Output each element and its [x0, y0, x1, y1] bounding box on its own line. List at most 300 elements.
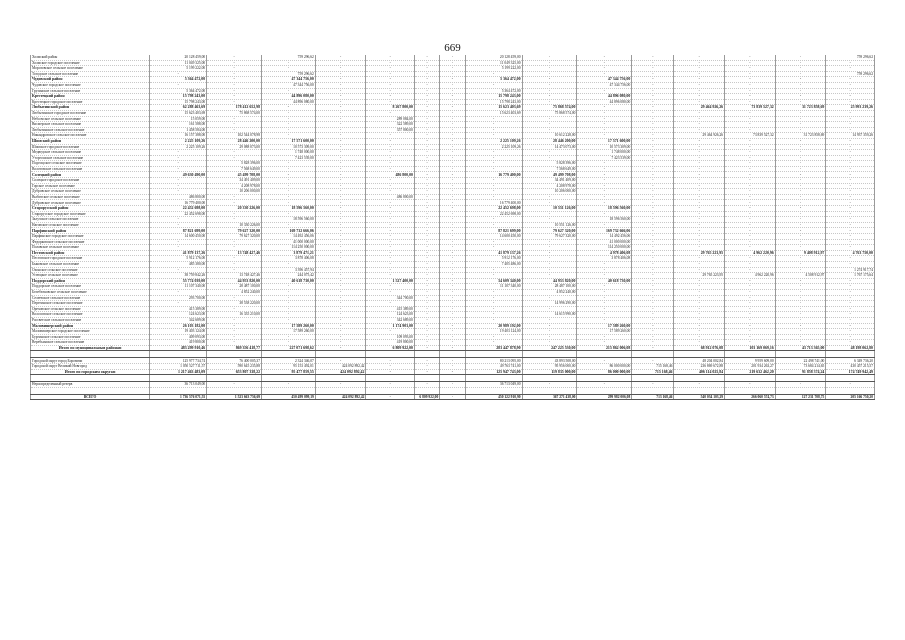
value-cell: -: [150, 161, 207, 167]
value-cell: -: [775, 312, 826, 318]
value-cell: -: [674, 228, 725, 234]
value-cell: 29 765 223,95: [674, 273, 725, 279]
value-cell: -: [775, 166, 826, 172]
value-cell: [725, 351, 776, 358]
value-cell: -: [366, 133, 415, 139]
value-cell: [207, 351, 262, 358]
value-cell: -: [440, 394, 465, 400]
value-cell: 79 627 320,00: [522, 234, 577, 240]
value-cell: -: [315, 206, 366, 212]
value-cell: -: [207, 66, 262, 72]
budget-table-container: [30, 55, 875, 400]
value-cell: [366, 351, 415, 358]
value-cell: -: [577, 161, 632, 167]
value-cell: -: [207, 256, 262, 262]
value-cell: 47 344 756,00: [577, 82, 632, 88]
value-cell: -: [207, 239, 262, 245]
value-cell: -: [207, 55, 262, 60]
value-cell: -: [577, 306, 632, 312]
value-cell: -: [632, 278, 674, 284]
value-cell: -: [207, 245, 262, 251]
value-cell: -: [775, 334, 826, 340]
value-cell: 20 989 192,00: [465, 323, 522, 329]
budget-table: [30, 55, 875, 400]
value-cell: -: [632, 77, 674, 83]
value-cell: 1 736 576 071,55: [150, 394, 207, 400]
value-cell: -: [150, 217, 207, 223]
value-cell: -: [775, 94, 826, 100]
value-cell: 244 075,42: [262, 273, 316, 279]
value-cell: [674, 387, 725, 394]
value-cell: 6 349 736,20: [826, 358, 875, 364]
value-cell: 48 204 002,84: [674, 358, 725, 364]
value-cell: -: [674, 166, 725, 172]
table-row: [31, 375, 875, 382]
row-name-cell: Наговское сельское поселение: [31, 222, 150, 228]
value-cell: -: [632, 245, 674, 251]
value-cell: [674, 375, 725, 382]
value-cell: -: [775, 289, 826, 295]
value-cell: 95 956 000,00: [522, 364, 577, 370]
value-cell: -: [262, 340, 316, 346]
value-cell: -: [826, 217, 875, 223]
value-cell: -: [577, 301, 632, 307]
value-cell: -: [262, 289, 316, 295]
value-cell: -: [725, 217, 776, 223]
value-cell: -: [465, 289, 522, 295]
value-cell: -: [414, 273, 439, 279]
value-cell: -: [315, 133, 366, 139]
value-cell: -: [522, 217, 577, 223]
value-cell: -: [674, 295, 725, 301]
value-cell: -: [577, 261, 632, 267]
value-cell: -: [674, 329, 725, 335]
value-cell: -: [440, 183, 465, 189]
value-cell: 5 364 472,00: [150, 77, 207, 83]
value-cell: -: [366, 138, 415, 144]
row-name-cell: Горское сельское поселение: [31, 183, 150, 189]
value-cell: -: [207, 82, 262, 88]
value-cell: -: [775, 60, 826, 66]
row-name-cell: Грузинское сельское поселение: [31, 88, 150, 94]
value-cell: -: [262, 306, 316, 312]
value-cell: [674, 351, 725, 358]
row-name-cell: Солецкое городское поселение: [31, 178, 150, 184]
value-cell: -: [577, 267, 632, 273]
value-cell: -: [725, 138, 776, 144]
value-cell: -: [577, 382, 632, 388]
value-cell: -: [366, 206, 415, 212]
row-name-cell: Шимское городское поселение: [31, 144, 150, 150]
value-cell: -: [440, 317, 465, 323]
row-name-cell: Федорковское сельское поселение: [31, 239, 150, 245]
value-cell: -: [826, 144, 875, 150]
value-cell: 9 408 912,97: [775, 250, 826, 256]
value-cell: -: [826, 82, 875, 88]
row-name-cell: Парфинский район: [31, 228, 150, 234]
row-name-cell: Веребьинское сельское поселение: [31, 340, 150, 346]
row-name-cell: Перегинское сельское поселение: [31, 301, 150, 307]
value-cell: -: [465, 189, 522, 195]
value-cell: [366, 387, 415, 394]
value-cell: 44 953 820,00: [522, 278, 577, 284]
value-cell: 10 551 126,00: [522, 206, 577, 212]
value-cell: -: [440, 261, 465, 267]
row-name-cell: Охонское сельское поселение: [31, 267, 150, 273]
value-cell: -: [207, 94, 262, 100]
value-cell: -: [414, 234, 439, 240]
value-cell: -: [465, 217, 522, 223]
value-cell: -: [315, 301, 366, 307]
value-cell: -: [315, 323, 366, 329]
value-cell: 124 623,00: [150, 312, 207, 318]
value-cell: 9 959 609,00: [725, 358, 776, 364]
value-cell: 227 071 698,62: [262, 345, 316, 351]
value-cell: -: [207, 127, 262, 133]
value-cell: 127 231 708,75: [775, 394, 826, 400]
value-cell: -: [440, 295, 465, 301]
value-cell: -: [440, 234, 465, 240]
value-cell: 1 217 463 483,09: [150, 369, 207, 375]
value-cell: -: [414, 256, 439, 262]
value-cell: [414, 375, 439, 382]
value-cell: -: [366, 239, 415, 245]
value-cell: -: [366, 66, 415, 72]
value-cell: -: [632, 144, 674, 150]
value-cell: -: [315, 334, 366, 340]
value-cell: -: [725, 189, 776, 195]
value-cell: -: [315, 245, 366, 251]
value-cell: -: [577, 189, 632, 195]
value-cell: -: [315, 189, 366, 195]
value-cell: [522, 387, 577, 394]
value-cell: -: [674, 66, 725, 72]
value-cell: -: [414, 340, 439, 346]
value-cell: -: [414, 105, 439, 111]
value-cell: -: [366, 301, 415, 307]
value-cell: -: [315, 278, 366, 284]
value-cell: -: [674, 245, 725, 251]
value-cell: -: [522, 323, 577, 329]
value-cell: -: [826, 178, 875, 184]
value-cell: -: [826, 301, 875, 307]
value-cell: 87 821 699,00: [465, 228, 522, 234]
value-cell: -: [725, 77, 776, 83]
value-cell: -: [414, 161, 439, 167]
value-cell: -: [826, 245, 875, 251]
value-cell: -: [775, 189, 826, 195]
value-cell: -: [632, 340, 674, 346]
value-cell: -: [577, 55, 632, 60]
row-name-cell: Любытинское городское поселение: [31, 110, 150, 116]
value-cell: -: [725, 306, 776, 312]
value-cell: 75 868 574,00: [522, 110, 577, 116]
value-cell: -: [440, 166, 465, 172]
value-cell: -: [465, 273, 522, 279]
value-cell: [262, 375, 316, 382]
value-cell: -: [632, 358, 674, 364]
row-name-cell: Волосовское сельское поселение: [31, 312, 150, 318]
value-cell: -: [315, 82, 366, 88]
value-cell: -: [315, 222, 366, 228]
value-cell: -: [315, 194, 366, 200]
value-cell: -: [826, 289, 875, 295]
value-cell: -: [366, 245, 415, 251]
row-name-cell: Морозовское сельское поселение: [31, 66, 150, 72]
value-cell: -: [725, 239, 776, 245]
value-cell: 247 225 530,00: [522, 345, 577, 351]
value-cell: -: [577, 273, 632, 279]
value-cell: 28 446 200,00: [207, 138, 262, 144]
value-cell: 16 779 400,00: [465, 172, 522, 178]
value-cell: 73 684 214,65: [775, 364, 826, 370]
value-cell: -: [440, 71, 465, 77]
value-cell: -: [775, 138, 826, 144]
value-cell: -: [725, 161, 776, 167]
value-cell: 174 749 942,49: [826, 369, 875, 375]
value-cell: -: [775, 306, 826, 312]
value-cell: 10 573 309,00: [262, 144, 316, 150]
value-cell: -: [522, 250, 577, 256]
value-cell: -: [674, 110, 725, 116]
value-cell: -: [775, 284, 826, 290]
value-cell: -: [366, 217, 415, 223]
value-cell: -: [414, 261, 439, 267]
value-cell: -: [262, 222, 316, 228]
value-cell: 43 893 508,00: [522, 358, 577, 364]
value-cell: -: [465, 155, 522, 161]
value-cell: -: [522, 116, 577, 122]
value-cell: 406 114 025,84: [674, 369, 725, 375]
row-name-cell: Никандровское сельское поселение: [31, 133, 150, 139]
value-cell: -: [522, 211, 577, 217]
row-name-cell: Любытинское сельское поселение: [31, 127, 150, 133]
value-cell: -: [826, 138, 875, 144]
value-cell: -: [725, 206, 776, 212]
value-cell: -: [674, 301, 725, 307]
value-cell: 590 645 235,88: [207, 364, 262, 370]
value-cell: [577, 375, 632, 382]
value-cell: -: [577, 334, 632, 340]
value-cell: -: [632, 200, 674, 206]
row-name-cell: Белебелковское сельское поселение: [31, 289, 150, 295]
value-cell: -: [632, 194, 674, 200]
value-cell: -: [674, 284, 725, 290]
value-cell: -: [522, 200, 577, 206]
value-cell: -: [414, 99, 439, 105]
value-cell: 5 199 222,00: [465, 66, 522, 72]
value-cell: -: [775, 150, 826, 156]
value-cell: -: [440, 66, 465, 72]
value-cell: 95 153 492,01: [262, 364, 316, 370]
value-cell: -: [522, 273, 577, 279]
value-cell: -: [366, 256, 415, 262]
value-cell: -: [465, 301, 522, 307]
value-cell: -: [366, 267, 415, 273]
value-cell: 1 748 000,00: [577, 150, 632, 156]
value-cell: -: [262, 317, 316, 323]
value-cell: -: [725, 82, 776, 88]
value-cell: -: [414, 222, 439, 228]
value-cell: -: [725, 284, 776, 290]
value-cell: -: [414, 317, 439, 323]
value-cell: 430 457 215,57: [826, 364, 875, 370]
value-cell: -: [725, 183, 776, 189]
value-cell: 14 996 290,00: [522, 301, 577, 307]
value-cell: -: [465, 340, 522, 346]
value-cell: -: [465, 334, 522, 340]
value-cell: -: [262, 133, 316, 139]
value-cell: -: [207, 323, 262, 329]
row-name-cell: Чудовское городское поселение: [31, 82, 150, 88]
value-cell: 5 828 396,00: [207, 161, 262, 167]
value-cell: 18 596 560,00: [262, 217, 316, 223]
value-cell: [315, 375, 366, 382]
value-cell: -: [632, 183, 674, 189]
value-cell: -: [366, 110, 415, 116]
value-cell: -: [826, 317, 875, 323]
value-cell: -: [522, 94, 577, 100]
value-cell: 11 107 340,00: [465, 284, 522, 290]
value-cell: -: [315, 306, 366, 312]
value-cell: -: [826, 172, 875, 178]
value-cell: -: [674, 222, 725, 228]
value-cell: -: [414, 194, 439, 200]
value-cell: -: [150, 267, 207, 273]
value-cell: 125 977 734,74: [150, 358, 207, 364]
value-cell: -: [440, 133, 465, 139]
value-cell: -: [440, 194, 465, 200]
value-cell: -: [207, 334, 262, 340]
value-cell: -: [150, 166, 207, 172]
value-cell: -: [725, 329, 776, 335]
value-cell: -: [366, 161, 415, 167]
value-cell: 367 271 438,00: [522, 394, 577, 400]
value-cell: -: [674, 234, 725, 240]
value-cell: -: [262, 166, 316, 172]
value-cell: 41 879 137,26: [465, 250, 522, 256]
value-cell: -: [315, 94, 366, 100]
value-cell: -: [262, 110, 316, 116]
value-cell: -: [315, 71, 366, 77]
value-cell: -: [522, 88, 577, 94]
value-cell: 715 168,46: [632, 364, 674, 370]
value-cell: -: [414, 94, 439, 100]
value-cell: -: [315, 200, 366, 206]
value-cell: -: [826, 239, 875, 245]
value-cell: -: [674, 206, 725, 212]
value-cell: -: [262, 66, 316, 72]
value-cell: 450 122 910,90: [465, 394, 522, 400]
value-cell: 5 364 472,00: [150, 88, 207, 94]
value-cell: -: [440, 55, 465, 60]
value-cell: 29 765 223,95: [674, 250, 725, 256]
value-cell: [440, 375, 465, 382]
value-cell: -: [440, 217, 465, 223]
value-cell: 41 000 000,00: [577, 239, 632, 245]
value-cell: 79 627 320,00: [522, 228, 577, 234]
value-cell: -: [725, 317, 776, 323]
value-cell: -: [775, 88, 826, 94]
value-cell: -: [674, 122, 725, 128]
value-cell: -: [440, 273, 465, 279]
value-cell: 486 800,00: [150, 194, 207, 200]
value-cell: 15 798 243,00: [465, 94, 522, 100]
value-cell: -: [826, 116, 875, 122]
value-cell: -: [150, 289, 207, 295]
value-cell: -: [577, 289, 632, 295]
row-name-cell: Медведское сельское поселение: [31, 150, 150, 156]
value-cell: 2 225 109,26: [465, 144, 522, 150]
value-cell: -: [414, 250, 439, 256]
value-cell: -: [674, 261, 725, 267]
value-cell: -: [207, 340, 262, 346]
value-cell: 5 364 472,00: [465, 88, 522, 94]
value-cell: -: [775, 144, 826, 150]
value-cell: -: [522, 239, 577, 245]
value-cell: -: [725, 234, 776, 240]
value-cell: 17 589 260,00: [262, 323, 316, 329]
value-cell: 79 627 320,00: [207, 228, 262, 234]
value-cell: -: [440, 116, 465, 122]
value-cell: -: [440, 340, 465, 346]
value-cell: -: [775, 110, 826, 116]
value-cell: 14 937 359,26: [826, 133, 875, 139]
value-cell: 266 060 574,73: [725, 394, 776, 400]
value-cell: [465, 375, 522, 382]
value-cell: -: [465, 267, 522, 273]
value-cell: [632, 375, 674, 382]
value-cell: -: [775, 172, 826, 178]
value-cell: -: [366, 364, 415, 370]
value-cell: -: [414, 200, 439, 206]
value-cell: -: [632, 217, 674, 223]
value-cell: -: [440, 77, 465, 83]
value-cell: -: [315, 340, 366, 346]
value-cell: 102 544 078,98: [207, 133, 262, 139]
value-cell: -: [775, 99, 826, 105]
value-cell: -: [465, 166, 522, 172]
value-cell: -: [366, 144, 415, 150]
row-name-cell: Чудовский район: [31, 77, 150, 83]
row-name-cell: Маловишерский район: [31, 323, 150, 329]
value-cell: -: [632, 60, 674, 66]
value-cell: -: [414, 82, 439, 88]
value-cell: -: [440, 358, 465, 364]
value-cell: -: [414, 60, 439, 66]
value-cell: -: [577, 183, 632, 189]
value-cell: 49 499 708,00: [522, 172, 577, 178]
value-cell: -: [440, 172, 465, 178]
value-cell: -: [577, 166, 632, 172]
value-cell: -: [440, 127, 465, 133]
value-cell: 322 589,00: [366, 122, 415, 128]
value-cell: [522, 351, 577, 358]
value-cell: 342 689,00: [366, 317, 415, 323]
value-cell: -: [315, 211, 366, 217]
value-cell: -: [414, 178, 439, 184]
value-cell: [315, 351, 366, 358]
value-cell: -: [414, 334, 439, 340]
value-cell: -: [315, 77, 366, 83]
value-cell: -: [414, 295, 439, 301]
value-cell: -: [522, 317, 577, 323]
value-cell: -: [150, 245, 207, 251]
value-cell: 4 852 240,00: [522, 289, 577, 295]
value-cell: -: [826, 312, 875, 318]
value-cell: -: [632, 234, 674, 240]
value-cell: 49 763 741,00: [465, 364, 522, 370]
